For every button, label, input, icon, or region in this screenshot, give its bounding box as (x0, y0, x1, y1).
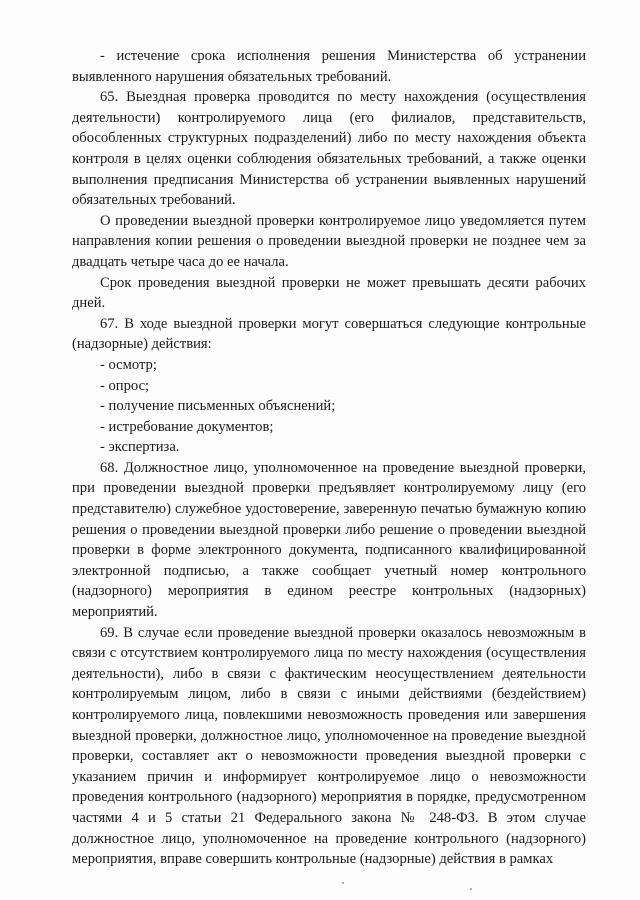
list-item-survey: - опрос; (100, 377, 150, 394)
list-item-expertise: - экспертиза. (100, 439, 180, 456)
paragraph-69: 69. В случае если проведение выездной проверки оказалось невозможным в связи с отсутствием контролируемого лица по месту нахождения (осуществления деятельности), либо в связи с фактическим неосуществлением деятельности контролируемым лицом, либо в связи с иными действиями (бездействием) контролируемого лица, повлекшими невозможность проведения или завершения выездной проверки, должностное лицо, уполномоченное на проведение выездной проверки, составляет акт о невозможности проведения выездной проверки с указанием причин и информирует контролируемое лицо о невозможности проведения контрольного (надзорного) мероприятия в порядке, предусмотренном частями 4 и 5 статьи 21 Федерального закона № 248-ФЗ. В этом случае должностное лицо, уполномоченное на проведение контрольного (надзорного) мероприятия, вправе совершить контрольные (надзорные) действия в рамках (72, 624, 586, 868)
list-item-inspection: - осмотр; (100, 356, 157, 373)
list-item-document-request: - истребование документов; (100, 418, 274, 435)
paragraph-duration: Срок проведения выездной проверки не может превышать десяти рабочих дней. (72, 274, 586, 312)
scan-speck (470, 888, 472, 890)
paragraph-deadline-expiry: - истечение срока исполнения решения Министерства об устранении выявленного нарушения обязательных требований. (72, 48, 586, 85)
document-body (72, 46, 586, 870)
paragraph-notification: О проведении выездной проверки контролируемое лицо уведомляется путем направления копии решения о проведении выездной проверки не позднее чем за двадцать четыре часа до ее начала. (72, 212, 586, 270)
paragraph-65: 65. Выездная проверка проводится по месту нахождения (осуществления деятельности) контролируемого лица (его филиалов, представительств, обособленных структурных подразделений) либо по месту нахождения объекта контроля в целях оценки соблюдения обязательных требований, а также оценки выполнения предписания Министерства об устранении выявленных нарушений обязательных требований. (72, 89, 586, 209)
list-item-written-explanations: - получение письменных объяснений; (100, 398, 336, 415)
paragraph-67: 67. В ходе выездной проверки могут совершаться следующие контрольные (надзорные) действия: (72, 315, 586, 353)
scan-speck (342, 882, 344, 884)
paragraph-68: 68. Должностное лицо, уполномоченное на проведение выездной проверки, при проведении выездной проверки предъявляет контролируемому лицу (его представителю) служебное удостоверение, заверенную печатью бумажную копию решения о проведении выездной проверки либо решение о проведении выездной проверки в форме электронного документа, подписанного квалифицированной электронной подписью, а также сообщает учетный номер контрольного (надзорного) мероприятия в едином реестре контрольных (надзорных) мероприятий. (72, 459, 586, 621)
